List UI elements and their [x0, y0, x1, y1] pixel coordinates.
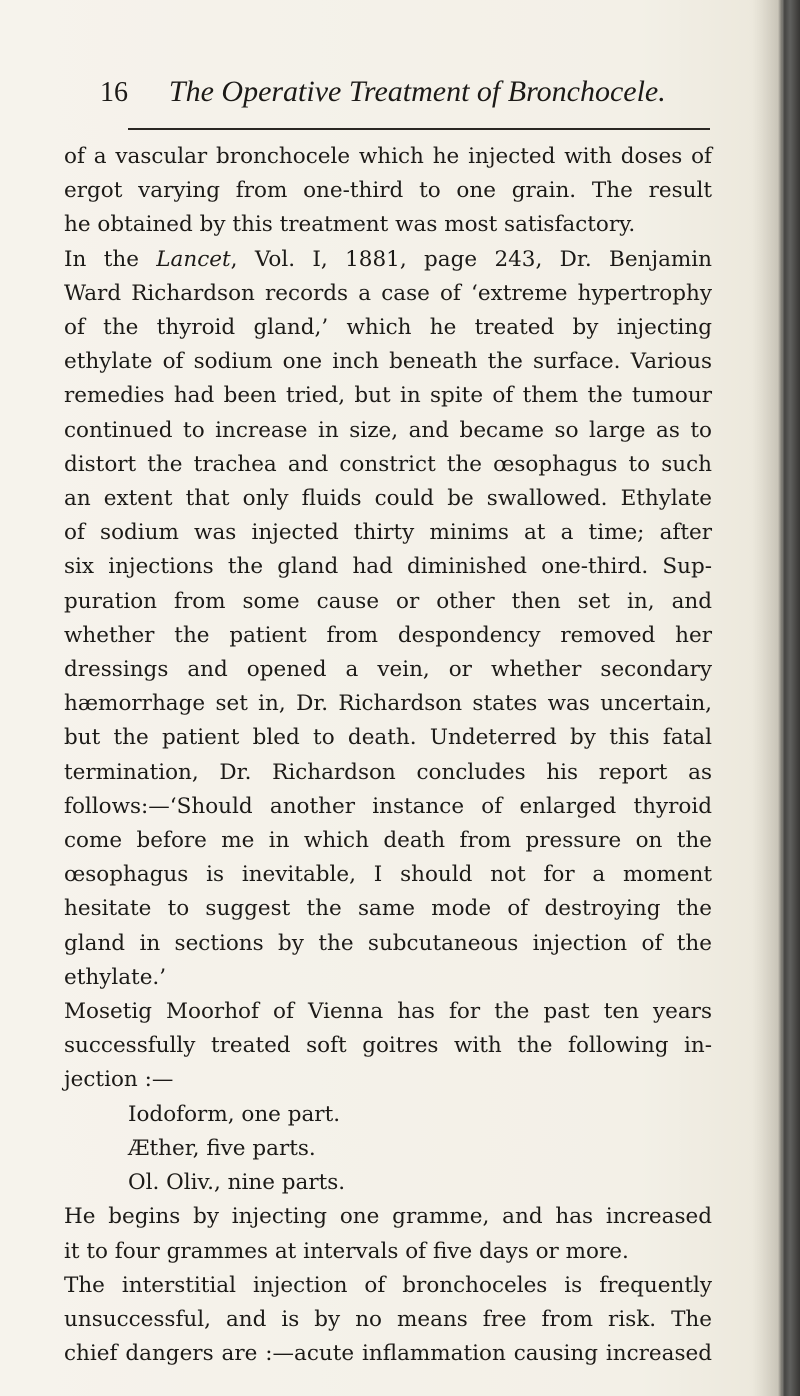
journal-title: Lancet: [156, 246, 231, 272]
text-line: distort the trachea and constrict the œsophagus to such: [64, 451, 712, 477]
text-line: it to four grammes at intervals of five days or more.: [64, 1238, 629, 1264]
text-line: puration from some cause or other then set in, and: [64, 588, 712, 614]
text-line: Ward Richardson records a case of ‘extreme hypertrophy: [64, 280, 712, 306]
text-line: dressings and opened a vein, or whether secondary: [64, 657, 712, 683]
text-line: of the thyroid gland,’ which he treated by injecting: [64, 315, 712, 341]
text-line: unsuccessful, and is by no means free from risk. The: [64, 1306, 712, 1332]
text-line: six injections the gland had diminished one-third. Sup-: [64, 554, 712, 580]
text-line: Mosetig Moorhof of Vienna has for the past ten years: [64, 999, 712, 1025]
text-line: of sodium was injected thirty minims at a time; after: [64, 520, 712, 546]
text-line: hesitate to suggest the same mode of destroying the: [64, 896, 712, 922]
text-line: jection :—: [64, 1067, 174, 1093]
text-line: but the patient bled to death. Undeterred by this fatal: [64, 725, 712, 751]
text-line: The interstitial injection of bronchoceles is frequently: [64, 1272, 712, 1298]
recipe-line: Æther, five parts.: [128, 1135, 316, 1161]
text-line: termination, Dr. Richardson concludes his report as: [64, 759, 712, 785]
running-head: [100, 72, 720, 113]
text-line: ergot varying from one-third to one grain. The result: [64, 178, 712, 204]
binding-edge: [778, 0, 800, 1396]
text-line: ethylate of sodium one inch beneath the surface. Various: [64, 349, 712, 375]
text-line: chief dangers are :—acute inflammation causing increased: [64, 1341, 712, 1367]
text-line: he obtained by this treatment was most satisfactory.: [64, 212, 636, 238]
text-line: whether the patient from despondency removed her: [64, 622, 712, 648]
text-line: He begins by injecting one gramme, and has increased: [64, 1204, 712, 1230]
text-line: œsophagus is inevitable, I should not for a moment: [64, 862, 712, 888]
body-text: [64, 140, 712, 1371]
page-number: 16: [100, 77, 128, 108]
header-rule: [128, 128, 710, 130]
text-line: In the Lancet, Vol. I, 1881, page 243, Dr. Benjamin: [64, 246, 712, 272]
text-line: successfully treated soft goitres with the following in-: [64, 1033, 712, 1059]
text-line: gland in sections by the subcutaneous injection of the: [64, 930, 712, 956]
text-line: of a vascular bronchocele which he injected with doses of: [64, 144, 712, 169]
recipe-line: Ol. Oliv., nine parts.: [128, 1170, 346, 1196]
text-line: an extent that only fluids could be swallowed. Ethylate: [64, 486, 712, 512]
recipe-line: Iodoform, one part.: [128, 1101, 341, 1127]
text-line: follows:—‘Should another instance of enlarged thyroid: [64, 793, 712, 819]
text-line: continued to increase in size, and became so large as to: [64, 417, 712, 443]
text-line: ethylate.’: [64, 964, 167, 990]
running-head-title: The Operative Treatment of Bronchocele.: [168, 75, 666, 108]
text-line: hæmorrhage set in, Dr. Richardson states was uncertain,: [64, 691, 712, 717]
text-line: remedies had been tried, but in spite of them the tumour: [64, 383, 712, 409]
text-line: come before me in which death from pressure on the: [64, 828, 712, 854]
